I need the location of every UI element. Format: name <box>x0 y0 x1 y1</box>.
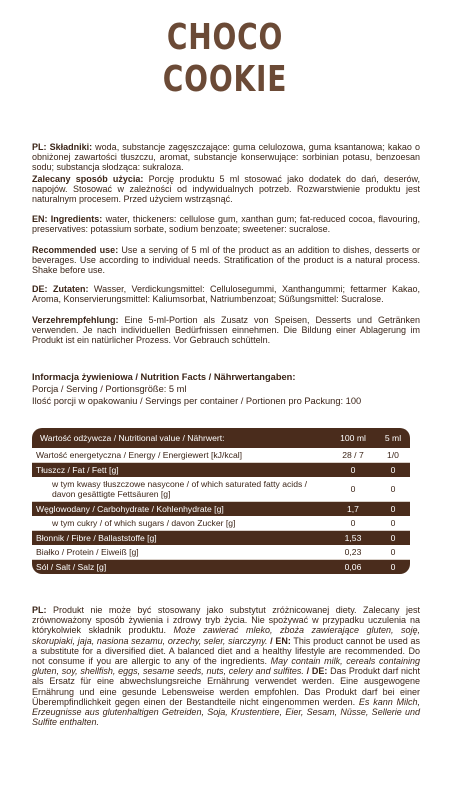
usage-de-label: Verzehrempfehlung: <box>32 315 119 325</box>
row-value-100ml: 0 <box>330 463 376 478</box>
warning-pl-text: Produkt nie może być stosowany jako substytut zróżnicowanej diety. Zalecany jest zrównoważony sposób żywienia i zdrowy tryb życia. Nie spożywać w przypadku uczulenia na którykolwiek składnik produktu. <box>32 605 420 636</box>
usage-pl-label: Zalecany sposób użycia: <box>32 174 144 184</box>
row-value-100ml: 28 / 7 <box>330 448 376 463</box>
row-label: Białko / Protein / Eiweiß [g] <box>32 545 330 560</box>
row-value-5ml: 0 <box>376 560 410 575</box>
usage-en <box>32 245 420 276</box>
header-col-100ml: 100 ml <box>330 428 376 448</box>
warning-de-text: Das Produkt darf nicht als Ersatz für eine abwechslungsreiche Ernährung verwendet werden. Eine ausgewogene Ernährung und eine gesunde Lebensweise werden empfohlen. Das Produkt darf bei einer Überempfindlichkeit gegen einen der Bestandteile nicht eingenommen werden. <box>32 666 420 707</box>
ingredients-en-text: water, thickeners: cellulose gum, xanthan gum; fat-reduced cocoa, flavouring, preservatives: potassium sorbate, sodium benzoate; sweetener: sucralose. <box>32 214 420 235</box>
row-value-100ml: 0 <box>330 516 376 531</box>
table-row-saturates <box>32 477 410 502</box>
warning-pl-label: PL: <box>32 605 47 615</box>
nutrition-portion: Porcja / Serving / Portionsgröße: 5 ml <box>32 384 187 394</box>
ingredients-en-label: EN: Ingredients: <box>32 214 103 224</box>
table-row-salt <box>32 560 410 575</box>
ingredients-de <box>32 284 420 304</box>
table-row-energy <box>32 448 410 463</box>
product-title-line1: CHOCO <box>166 17 284 58</box>
warning-text <box>32 605 420 727</box>
table-row-sugars <box>32 516 410 531</box>
usage-de-text: Eine 5-ml-Portion als Zusatz von Speisen, Desserts und Getränken verwenden. Je nach individuellen Bedürfnissen einnehmen. Die Bildung einer Ablagerung im Produkt ist ein natürlicher Prozess. Vor Gebrauch schütteln. <box>32 315 420 346</box>
row-label: Węglowodany / Carbohydrate / Kohlenhydrate [g] <box>32 502 330 517</box>
row-value-100ml: 0,06 <box>330 560 376 575</box>
row-label: w tym cukry / of which sugars / davon Zucker [g] <box>32 516 330 531</box>
warning-en-text: This product cannot be used as a substitute for a diversified diet. A balanced diet and a healthy lifestyle are recommended. Do not consume if you are allergic to any of the ingredients. <box>32 635 420 667</box>
row-value-5ml: 0 <box>376 477 410 502</box>
ingredients-de-label: DE: Zutaten: <box>32 284 89 294</box>
table-header-row <box>32 428 410 448</box>
row-label: Sól / Salt / Salz [g] <box>32 560 330 575</box>
table-row-fat <box>32 463 410 478</box>
ingredients-pl-label: PL: Składniki: <box>32 142 93 152</box>
header-label: Wartość odżywcza / Nutritional value / Nährwert: <box>32 428 330 448</box>
usage-en-text: Use a serving of 5 ml of the product as an addition to dishes, desserts or beverages. Use according to individual needs. Stratification of the product is a natural process. Shake before use. <box>32 245 420 276</box>
warning-pl-allergen: Może zawierać mleko, zboża zawierające gluten, soję, skorupiaki, jaja, nasiona sezamu, orzechy, seler, siarczyny. <box>32 625 420 646</box>
usage-pl <box>32 174 420 205</box>
product-title-line2: COOKIE <box>162 59 288 100</box>
row-value-5ml: 0 <box>376 531 410 546</box>
row-value-5ml: 1/0 <box>376 448 410 463</box>
ingredients-pl <box>32 142 420 173</box>
warning-en-allergen: May contain milk, cereals containing gluten, soy, shellfish, eggs, sesame seeds, nuts, celery and sulfites. <box>32 656 420 677</box>
usage-de <box>32 315 420 346</box>
warning-de-allergen: Es kann Milch, Erzeugnisse aus glutenhaltigen Getreiden, Soja, Krustentiere, Eier, Sesam, Nüsse, Sellerie und Sulfite enthalten. <box>32 696 420 728</box>
ingredients-de-text: Wasser, Verdickungsmittel: Cellulosegummi, Xanthangummi; fettarmer Kakao, Aroma, Konservierungsmittel: Kaliumsorbat, Natriumbenzoat; Süßungsmittel: Sucralose. <box>32 284 420 305</box>
row-value-100ml: 1,7 <box>330 502 376 517</box>
nutrition-servings: Ilość porcji w opakowaniu / Servings per container / Portionen pro Packung: 100 <box>32 396 362 406</box>
row-value-5ml: 0 <box>376 545 410 560</box>
warning-en-label: / EN: <box>267 635 291 646</box>
ingredients-pl-text: woda, substancje zagęszczające: guma celulozowa, guma ksantanowa; kakao o obniżonej zawartości tłuszczu, aromat, substancje konserwujące: sorbinian potasu, benzoesan sodu; substancja słodząca: sukraloza. <box>32 142 420 173</box>
row-value-100ml: 0 <box>330 477 376 502</box>
row-value-5ml: 0 <box>376 463 410 478</box>
row-value-5ml: 0 <box>376 516 410 531</box>
header-col-5ml: 5 ml <box>376 428 410 448</box>
ingredients-en <box>32 214 420 234</box>
table-row-carbohydrate <box>32 502 410 517</box>
row-value-5ml: 0 <box>376 502 410 517</box>
row-value-100ml: 1,53 <box>330 531 376 546</box>
row-label: Wartość energetyczna / Energy / Energiewert [kJ/kcal] <box>32 448 330 463</box>
table-row-protein <box>32 545 410 560</box>
row-value-100ml: 0,23 <box>330 545 376 560</box>
nutrition-table <box>32 428 410 574</box>
table-row-fibre <box>32 531 410 546</box>
row-label: Tłuszcz / Fat / Fett [g] <box>32 463 330 478</box>
nutrition-title: Informacja żywieniowa / Nutrition Facts / Nährwertangaben: <box>32 372 296 382</box>
warning-de-label: / DE: <box>303 666 328 677</box>
row-label: Błonnik / Fibre / Ballaststoffe [g] <box>32 531 330 546</box>
usage-en-label: Recommended use: <box>32 245 119 255</box>
usage-pl-text: Porcję produktu 5 ml stosować jako dodatek do dań, deserów, napojów. Stosować w zależności od indywidualnych potrzeb. Rozwarstwienie produktu jest naturalnym procesem. Przed użyciem wstrząsnąć. <box>32 174 420 205</box>
row-label: w tym kwasy tłuszczowe nasycone / of which saturated fatty acids / davon gesättigte Fettsäuren [g] <box>32 477 330 502</box>
